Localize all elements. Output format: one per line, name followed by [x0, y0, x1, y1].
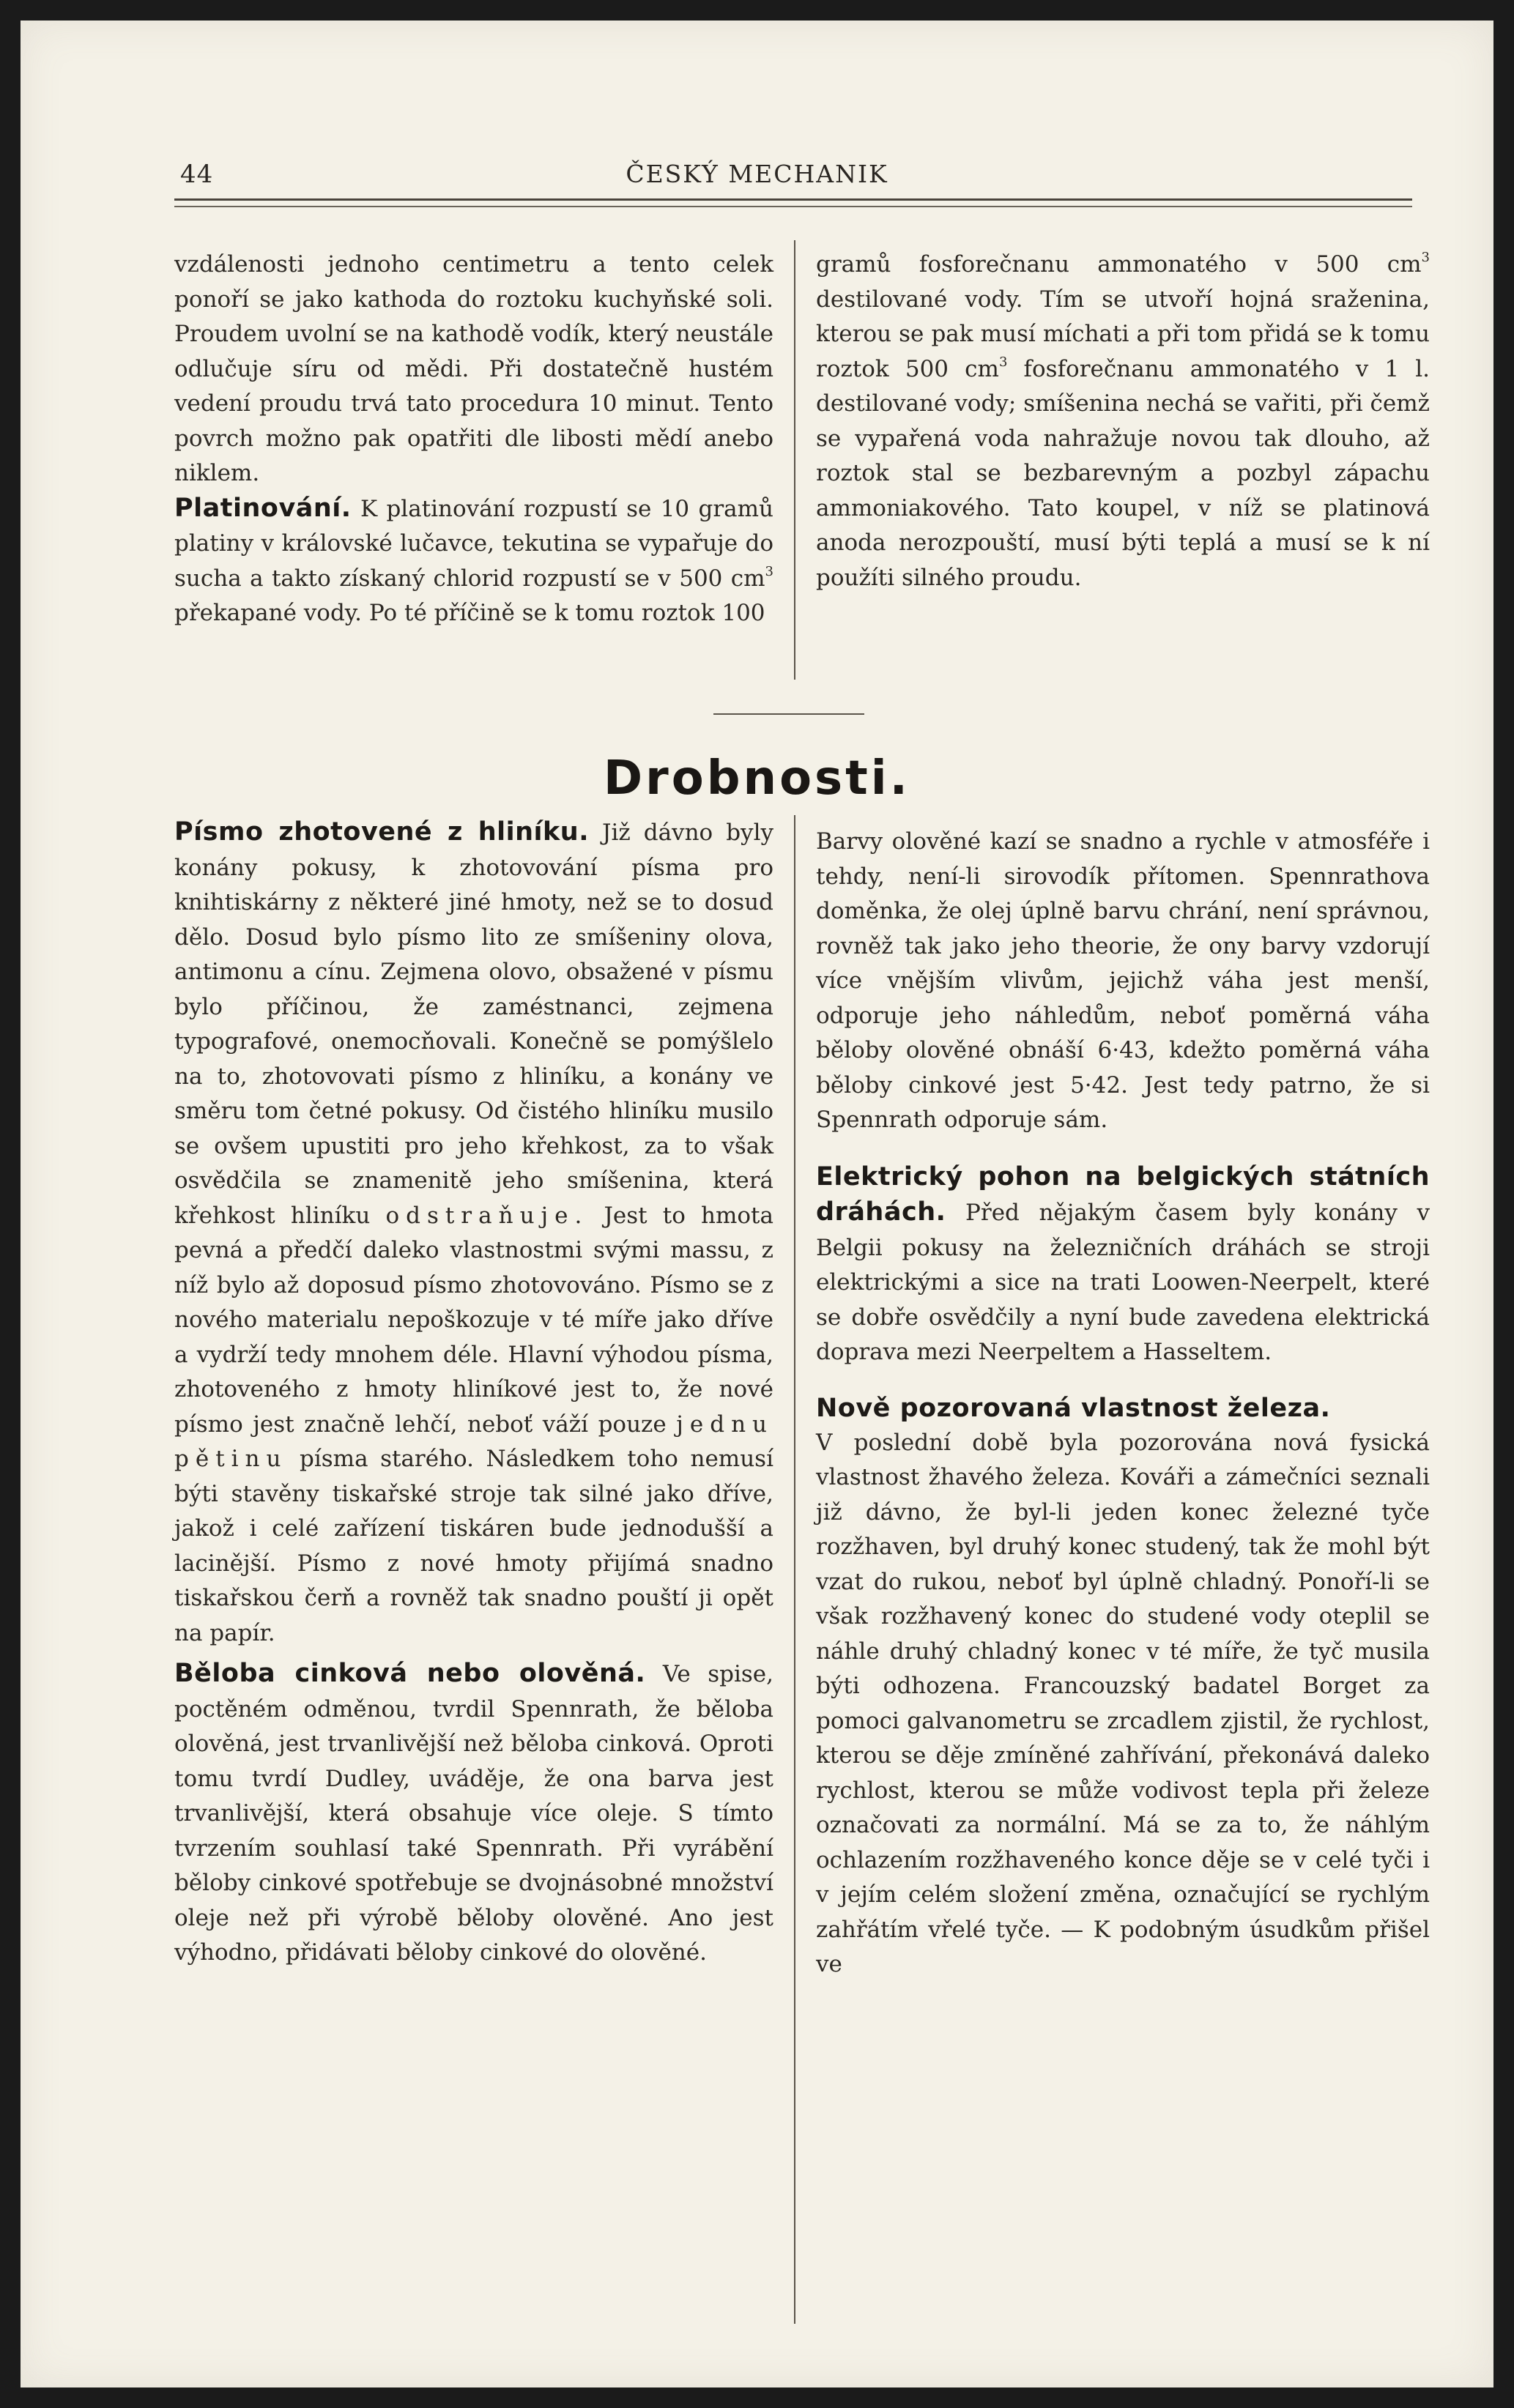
zelezo-heading: Nově pozorovaná vlastnost železa.: [816, 1393, 1331, 1423]
pismo-body-c: písma starého. Následkem toho nemusí býti stavěny tiskařské stroje tak silné jako dříve, jakož i celé zařízení tiskáren bude jednodušší a lacinější. Písmo z nové hmoty přijímá snadno tiskařskou čerň a rovněž tak snadno pouští ji opět na papír.: [174, 1446, 773, 1646]
page-header: [21, 160, 1493, 189]
header-rule-thin: [174, 206, 1412, 207]
platinovani-body-a: K platinování rozpustí se 10 gramů platiny v královské lučavce, tekutina se vypařuje do sucha a takto získaný chlorid rozpustí se v 500 cm: [174, 495, 773, 592]
pismo-spaced-word: odstraňuje.: [385, 1202, 589, 1229]
pismo-article: [174, 815, 773, 1651]
zelezo-body: V poslední době byla pozorována nová fysická vlastnost žhavého železa. Kováři a zámečníci seznali již dávno, že byl-li jeden konec železné tyče rozžhaven, byl druhý konec studený, tak že mohl být vzat do rukou, neboť byl úplně chladný. Ponoří-li se však rozžhavený konec do studené vody oteplil se náhle druhý chladný konec v té míře, že tyč musila býti odhozena. Francouzský badatel Borget za pomoci galvanometru se zrcadlem zjistil, že rychlost, kterou se děje zmíněné zahřívání, překonává daleko rychlost, kterou se může vodivost tepla při železe označovati za normální. Má se za to, že náhlým ochlazením rozžhaveného konce děje se v celé tyči i v jejím celém složení změna, označující se rychlým zahřátím vřelé tyče. — K podobným úsudkům přišel ve: [816, 1429, 1430, 1977]
platinovani-paragraph: [174, 491, 773, 631]
continued-text-a: gramů fosforečnanu ammonatého v 500 cm: [816, 251, 1422, 278]
page-number: 44: [180, 160, 214, 189]
beloba-continued: Barvy olověné kazí se snadno a rychle v atmosféře i tehdy, není-li sirovodík přítomen. Spennrathova doměnka, že olej úplně barvu chrání, není správnou, rovněž tak jako jeho theorie, že ony barvy vzdorují více vnějším vlivům, jejichž váha jest menší, odporuje jeho náhledům, neboť poměrná váha běloby olověné obnáší 6·43, kdežto poměrná váha běloby cinkové jest 5·42. Jest tedy patrno, že si Spennrath odporuje sám.: [816, 828, 1430, 1133]
cubic-superscript: 3: [1421, 250, 1430, 265]
top-left-column: [174, 248, 773, 631]
magazine-page: [21, 21, 1493, 2387]
platinovani-heading: Platinování.: [174, 493, 352, 523]
elektricky-body: Před nějakým časem byly konány v Belgii pokusy na železničních dráhách se stroji elektrickými a sice na trati Loowen-Neerpelt, které se dobře osvědčily a nyní bude zavedena elektrická doprava mezi Neerpeltem a Hasseltem.: [816, 1200, 1430, 1365]
platinovani-continued: [816, 248, 1430, 595]
bottom-left-column: [174, 815, 773, 1971]
top-right-column: [816, 248, 1430, 595]
continued-text-b: destilované vody. Tím se utvoří hojná sraženina, kterou se pak musí míchati a při tom přidá se k tomu roztok 500 cm: [816, 286, 1430, 382]
section-separator: [713, 713, 864, 715]
running-title: ČESKÝ MECHANIK: [626, 160, 888, 188]
continued-text-c: fosforečnanu ammonatého v 1 l. destilované vody; smíšenina nechá se vařiti, při čemž se vypařená voda nahražuje novou tak dlouho, až roztok stal se bezbarevným a pozbyl zápachu ammoniakového. Tato koupel, v níž se platinová anoda nerozpouští, musí býti teplá a musí se k ní použíti silného proudu.: [816, 355, 1430, 591]
platinovani-body-b: překapané vody. Po té příčině se k tomu roztok 100: [174, 600, 765, 626]
column-divider-bottom: [794, 815, 795, 2324]
header-rule: [174, 198, 1412, 201]
cubic-superscript: 3: [998, 354, 1008, 370]
beloba-heading: Běloba cinková nebo olověná.: [174, 1659, 646, 1688]
section-title: Drobnosti.: [604, 751, 910, 806]
elektricky-article: [816, 1160, 1430, 1370]
intro-paragraph: vzdálenosti jednoho centimetru a tento celek ponoří se jako kathoda do roztoku kuchyňské soli. Proudem uvolní se na kathodě vodík, který neustále odlučuje síru od mědi. Při dostatečně hustém vedení proudu trvá tato procedura 10 minut. Tento povrch možno pak opatřiti dle libosti mědí anebo niklem.: [174, 251, 773, 486]
pismo-body-a: Již dávno byly konány pokusy, k zhotovování písma pro knihtiskárny z některé jiné hmoty, než se to dosud dělo. Dosud bylo písmo lito ze smíšeniny olova, antimonu a cínu. Zejmena olovo, obsažené v písmu bylo příčinou, že zaméstnanci, zejmena typografové, onemocňovali. Konečně se pomýšlelo na to, zhotovovati písmo z hliníku, a konány ve směru tom četné pokusy. Od čistého hliníku musilo se ovšem upustiti pro jeho křehkost, za to však osvědčila se znamenitě jeho smíšenina, která křehkost hliníku: [174, 820, 773, 1229]
pismo-heading: Písmo zhotovené z hliníku.: [174, 817, 590, 847]
pismo-body-b: Jest to hmota pevná a předčí daleko vlastnostmi svými massu, z níž bylo až doposud písmo zhotovováno. Písmo se z nového materialu nepoškozuje v té míře jako dříve a vydrží tedy mnohem déle. Hlavní výhodou písma, zhotoveného z hmoty hliníkové jest to, že nové písmo jest značně lehčí, neboť váží pouze: [174, 1202, 773, 1438]
bottom-right-column: [816, 825, 1430, 1982]
elektricky-heading: Elektrický pohon na belgických státních dráhách.: [816, 1162, 1430, 1227]
zelezo-article: [816, 1391, 1430, 1982]
pismo-spaced-phrase: jednu pětinu: [174, 1411, 773, 1472]
beloba-article: [174, 1657, 773, 1971]
column-divider-top: [794, 240, 795, 680]
beloba-body: Ve spise, poctěném odměnou, tvrdil Spennrath, že běloba olověná, jest trvanlivější než běloba cinková. Oproti tomu tvrdí Dudley, uváděje, že ona barva jest trvanlivější, která obsahuje více oleje. S tímto tvrzením souhlasí také Spennrath. Při vyrábění běloby cinkové spotřebuje se dvojnásobné množství oleje než při výrobě běloby olověné. Ano jest výhodno, přidávati běloby cinkové do olověné.: [174, 1661, 773, 1966]
cubic-superscript: 3: [765, 563, 773, 579]
